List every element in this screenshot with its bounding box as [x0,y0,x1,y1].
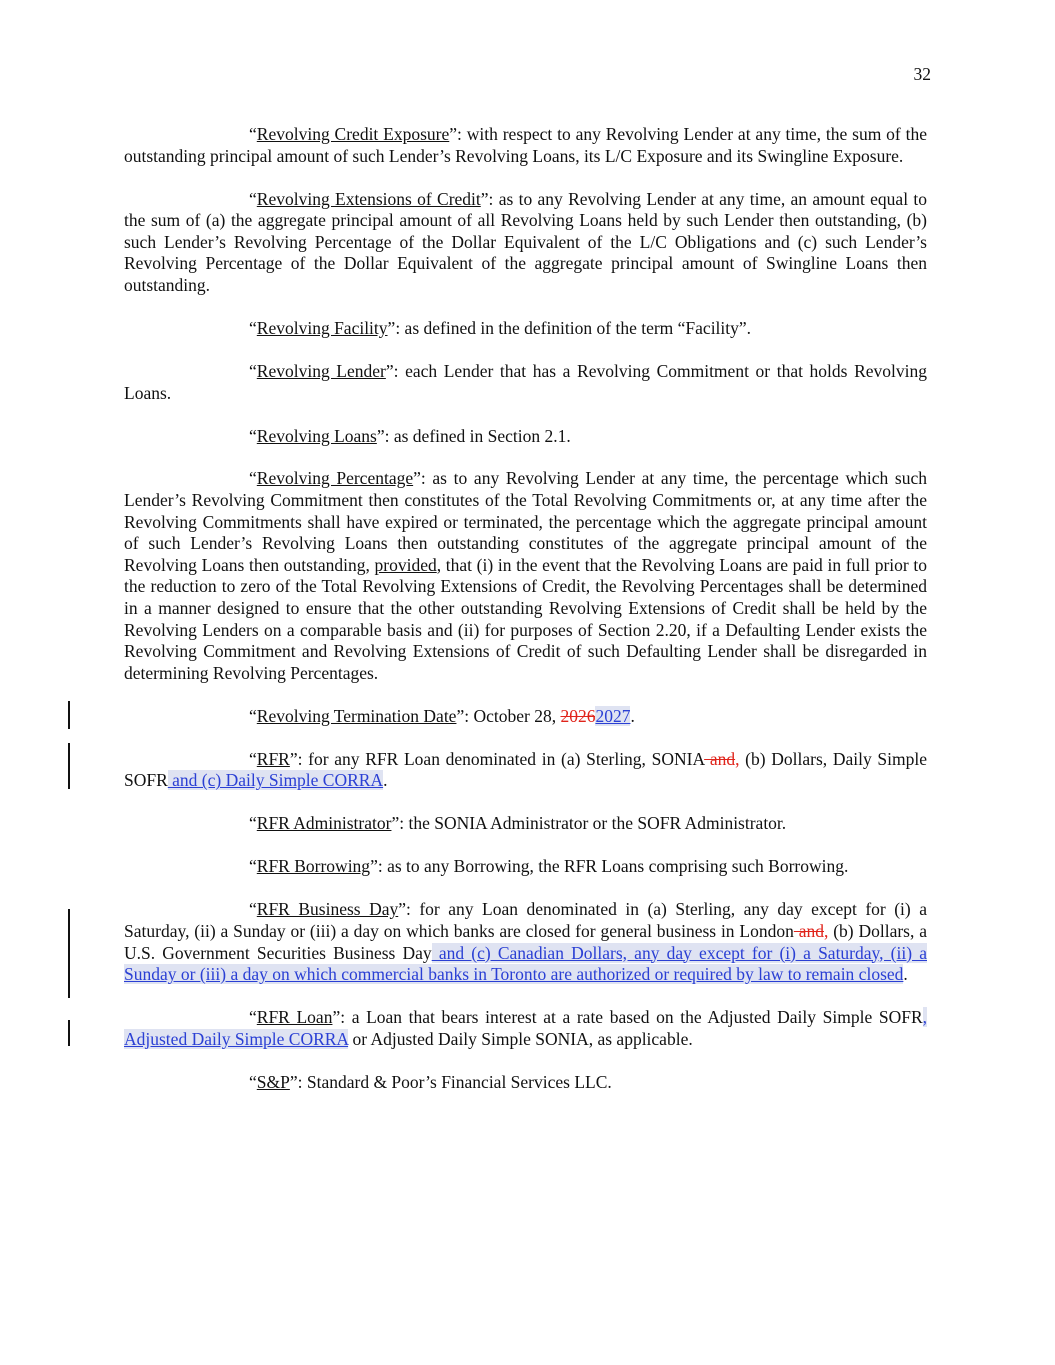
definition-revolving-percentage: “Revolving Percentage”: as to any Revolving Lender at any time, the percentage which such Lender’s Revolving Commitment then constitutes of the Total Revolving Commitments or, at any time after the Revolving Commitments shall have expired or terminated, the percentage which the aggregate principal amount of such Lender’s Revolving Loans then outstanding constitutes of the aggregate principal amount of the Revolving Loans then outstanding, provided, that (i) in the event that the Revolving Loans are paid in full prior to the reduction to zero of the Total Revolving Extensions of Credit, the Revolving Percentages shall be determined in a manner designed to ensure that the other outstanding Revolving Extensions of Credit shall be held by the Revolving Lenders on a comparable basis and (ii) for purposes of Section 2.20, if a Defaulting Lender exists the Revolving Commitment and Revolving Extensions of Credit of such Defaulting Lender shall be disregarded in determining Revolving Percentages. [124,468,927,683]
defined-term: Revolving Percentage [256,468,414,489]
defined-term: Revolving Credit Exposure [256,124,450,144]
defined-term: RFR Loan [256,1007,333,1028]
page-number: 32 [913,64,931,84]
definition-rfr-administrator: “RFR Administrator”: the SONIA Administrator or the SOFR Administrator. [249,813,787,834]
defined-term: S&P [256,1071,290,1092]
document-body [124,124,927,1115]
defined-term: Revolving Facility [256,317,388,338]
change-bar [68,1020,70,1046]
defined-term: Revolving Termination Date [256,705,457,726]
deleted-text: and [704,748,736,769]
provided-term: provided [374,554,437,575]
definition-rfr-borrowing: “RFR Borrowing”: as to any Borrowing, the RFR Loans comprising such Borrowing. [249,856,849,877]
defined-term: RFR Administrator [256,813,392,834]
definition-rfr-loan: “RFR Loan”: a Loan that bears interest at a rate based on the Adjusted Daily Simple SOFR, Adjusted Daily Simple CORRA or Adjusted Daily Simple SONIA, as applicable. [124,1007,927,1050]
inserted-comma: , [735,748,740,769]
defined-term: Revolving Lender [256,360,386,381]
defined-term: RFR [256,748,290,769]
inserted-text: , Adjusted Daily Simple CORRA [124,1007,927,1049]
definition-rfr-business-day: “RFR Business Day”: for any Loan denominated in (a) Sterling, any day except for (i) a Saturday, (ii) a Sunday or (iii) a day on which banks are closed for general business in London and, (b) Dollars, a U.S. Government Securities Business Day and (c) Canadian Dollars, any day except for (i) a Saturday, (ii) a Sunday or (iii) a day on which commercial banks in Toronto are authorized or required by law to remain closed. [124,899,927,985]
definition-revolving-lender: “Revolving Lender”: each Lender that has a Revolving Commitment or that holds Revolving Loans. [124,360,927,403]
defined-term: Revolving Extensions of Credit [256,188,481,209]
defined-term: RFR Borrowing [256,856,371,877]
definition-revolving-termination-date: “Revolving Termination Date”: October 28, 20262027. [124,706,927,728]
definition-revolving-loans: “Revolving Loans”: as defined in Section 2.1. [249,425,571,446]
definition-revolving-extensions-of-credit: “Revolving Extensions of Credit”: as to any Revolving Lender at any time, an amount equal to the sum of (a) the aggregate principal amount of all Revolving Loans held by such Lender then outstanding, (b) such Lender’s Revolving Percentage of the Dollar Equivalent of the L/C Obligations and (c) such Lender’s Revolving Percentage of the Dollar Equivalent of the aggregate principal amount of Swingline Loans then outstanding. [124,188,927,295]
inserted-text: and (c) Canadian Dollars, any day except for (i) a Saturday, (ii) a Sunday or (iii) a day on which commercial banks in Toronto are authorized or required by law to remain closed [124,942,927,985]
change-bar [68,909,70,998]
inserted-text: 2027 [595,705,631,726]
definition-revolving-credit-exposure: “Revolving Credit Exposure”: with respect to any Revolving Lender at any time, the sum of the outstanding principal amount of such Lender’s Revolving Loans, its L/C Exposure and its Swingline Exposure. [124,124,927,166]
change-bar [68,743,70,789]
defined-term: RFR Business Day [256,899,399,920]
inserted-comma: , [823,920,829,941]
defined-term: Revolving Loans [256,425,377,446]
inserted-text: and (c) Daily Simple CORRA [167,770,384,791]
deleted-text: 2026 [560,705,596,726]
deleted-text: and [793,920,824,941]
change-bar [68,701,70,729]
definition-s-and-p: “S&P”: Standard & Poor’s Financial Services LLC. [249,1071,612,1092]
definition-rfr: “RFR”: for any RFR Loan denominated in (a) Sterling, SONIA and, (b) Dollars, Daily Simple SOFR and (c) Daily Simple CORRA. [124,749,927,792]
definition-revolving-facility: “Revolving Facility”: as defined in the definition of the term “Facility”. [249,317,752,338]
